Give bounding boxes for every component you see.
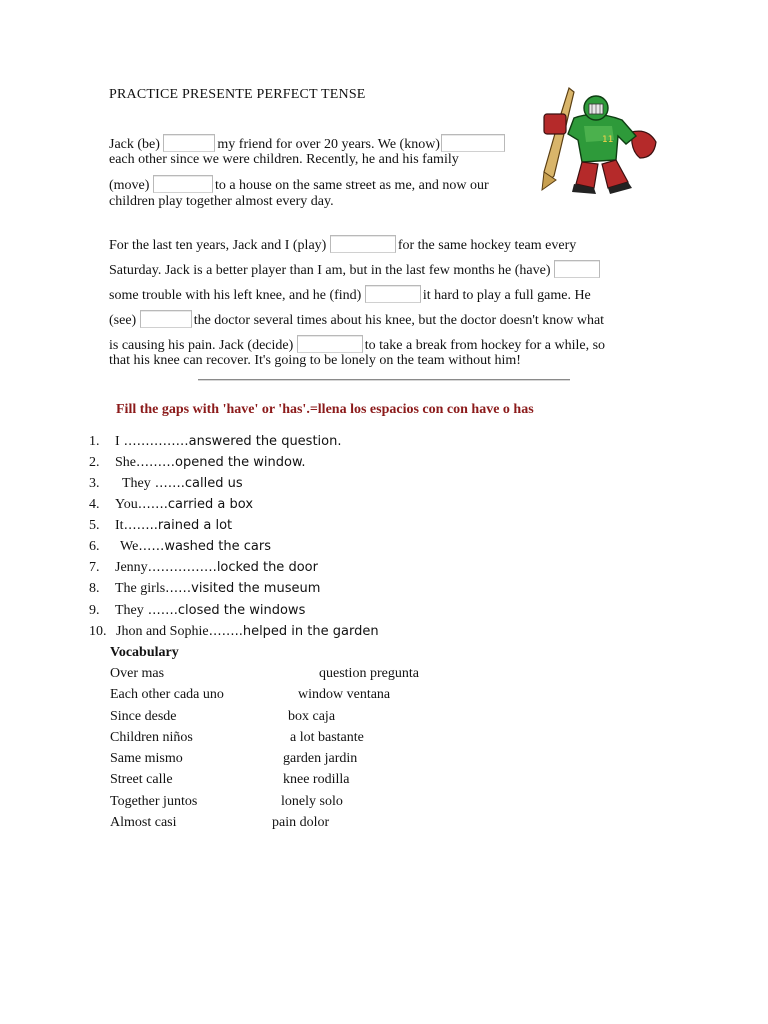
passage-text: it hard to play a full game. He	[422, 288, 591, 303]
exercise-blank[interactable]: ……..	[208, 624, 243, 639]
exercise-subject: They	[115, 603, 144, 618]
passage-line: children play together almost every day.	[109, 194, 334, 209]
exercise-subject: It	[115, 518, 124, 533]
answer-field-play[interactable]	[330, 235, 396, 253]
exercise-subject: I	[115, 434, 120, 449]
section-divider	[198, 379, 570, 381]
vocab-term: Street calle	[110, 772, 173, 787]
exercise-text: called us	[184, 476, 243, 491]
passage-text: the doctor several times about his knee, but the doctor doesn't know what	[193, 313, 605, 328]
vocab-term: Almost casi	[110, 815, 177, 830]
exercise-item	[115, 603, 305, 619]
instruction-heading: Fill the gaps with 'have' or 'has'.=llena los espacios con con have o has	[116, 402, 534, 417]
exercise-number: 3.	[89, 476, 100, 491]
exercise-text: opened the window.	[175, 455, 306, 470]
exercise-item	[115, 518, 232, 534]
passage-text: (move)	[109, 178, 153, 193]
exercise-blank[interactable]: …………….	[147, 560, 217, 575]
exercise-blank[interactable]: ……	[138, 539, 165, 554]
exercise-blank[interactable]: ………	[136, 455, 175, 470]
exercise-text: washed the cars	[164, 539, 272, 554]
passage-line	[109, 285, 591, 305]
exercise-number: 10.	[89, 624, 107, 639]
exercise-blank[interactable]: …….	[154, 476, 185, 491]
vocab-term: Together juntos	[110, 794, 198, 809]
passage-text: my friend for over 20 years. We (know)	[217, 137, 440, 152]
answer-field-move[interactable]	[153, 175, 213, 193]
answer-field-be[interactable]	[163, 134, 215, 152]
exercise-text: helped in the garden	[242, 624, 379, 639]
answer-field-see[interactable]	[140, 310, 192, 328]
exercise-number: 4.	[89, 497, 100, 512]
passage-text: Saturday. Jack is a better player than I am, but in the last few months he (have)	[109, 263, 555, 278]
exercise-subject: They	[122, 476, 151, 491]
exercise-text: locked the door	[216, 560, 318, 575]
exercise-text: visited the museum	[191, 581, 321, 596]
passage-text: to take a break from hockey for a while, so	[364, 338, 606, 353]
exercise-subject: Jhon and Sophie	[116, 624, 209, 639]
exercise-subject: We	[120, 539, 139, 554]
exercise-number: 6.	[89, 539, 100, 554]
exercise-item	[116, 624, 379, 640]
exercise-item	[115, 497, 253, 513]
passage-text: some trouble with his left knee, and he (find)	[109, 288, 365, 303]
exercise-text: carried a box	[167, 497, 254, 512]
exercise-item	[115, 455, 306, 471]
vocab-term: window ventana	[298, 687, 391, 702]
passage-text: Jack (be)	[109, 137, 164, 152]
hockey-player-icon	[536, 80, 662, 200]
vocab-term: a lot bastante	[290, 730, 364, 745]
exercise-number: 1.	[89, 434, 100, 449]
svg-text:11: 11	[602, 135, 614, 145]
exercise-subject: She	[115, 455, 136, 470]
passage-text: is causing his pain. Jack (decide)	[109, 338, 297, 353]
exercise-item	[115, 434, 342, 450]
passage-text: For the last ten years, Jack and I (play)	[109, 238, 330, 253]
vocab-term: Since desde	[110, 709, 177, 724]
exercise-blank[interactable]: ……	[165, 581, 192, 596]
exercise-number: 7.	[89, 560, 100, 575]
exercise-item	[120, 539, 271, 555]
exercise-item	[115, 560, 318, 576]
exercise-item	[115, 581, 320, 597]
exercise-blank[interactable]: …….	[137, 497, 168, 512]
answer-field-have[interactable]	[554, 260, 600, 278]
page-title: PRACTICE PRESENTE PERFECT TENSE	[109, 87, 366, 102]
passage-line	[109, 175, 489, 195]
vocab-term: Same mismo	[110, 751, 183, 766]
exercise-number: 2.	[89, 455, 100, 470]
passage-text: to a house on the same street as me, and now our	[214, 178, 489, 193]
exercise-blank[interactable]: …….	[147, 603, 178, 618]
passage-line: that his knee can recover. It's going to be lonely on the team without him!	[109, 353, 521, 368]
exercise-subject: You	[115, 497, 138, 512]
exercise-number: 5.	[89, 518, 100, 533]
passage-text: (see)	[109, 313, 140, 328]
exercise-subject: Jenny	[115, 560, 148, 575]
vocab-term: pain dolor	[272, 815, 330, 830]
exercise-item	[122, 476, 243, 492]
passage-text: for the same hockey team every	[397, 238, 577, 253]
answer-field-find[interactable]	[365, 285, 421, 303]
passage-line	[109, 310, 604, 330]
exercise-number: 9.	[89, 603, 100, 618]
exercise-number: 8.	[89, 581, 100, 596]
exercise-text: closed the windows	[177, 603, 306, 618]
vocab-term: lonely solo	[281, 794, 343, 809]
vocab-term: knee rodilla	[283, 772, 350, 787]
passage-line	[109, 235, 576, 255]
vocab-term: Children niños	[110, 730, 193, 745]
exercise-text: rained a lot	[157, 518, 233, 533]
vocab-term: garden jardin	[283, 751, 358, 766]
answer-field-decide[interactable]	[297, 335, 363, 353]
vocab-term: Each other cada uno	[110, 687, 224, 702]
exercise-blank[interactable]: ……..	[123, 518, 158, 533]
passage-line: each other since we were children. Recently, he and his family	[109, 152, 459, 167]
exercise-blank[interactable]: ……………	[123, 434, 189, 449]
vocabulary-heading: Vocabulary	[110, 645, 179, 660]
answer-field-know[interactable]	[441, 134, 505, 152]
passage-line	[109, 260, 600, 280]
exercise-text: answered the question.	[188, 434, 342, 449]
exercise-subject: The girls	[115, 581, 166, 596]
vocab-term: question pregunta	[319, 666, 419, 681]
vocab-term: box caja	[288, 709, 336, 724]
vocab-term: Over mas	[110, 666, 165, 681]
